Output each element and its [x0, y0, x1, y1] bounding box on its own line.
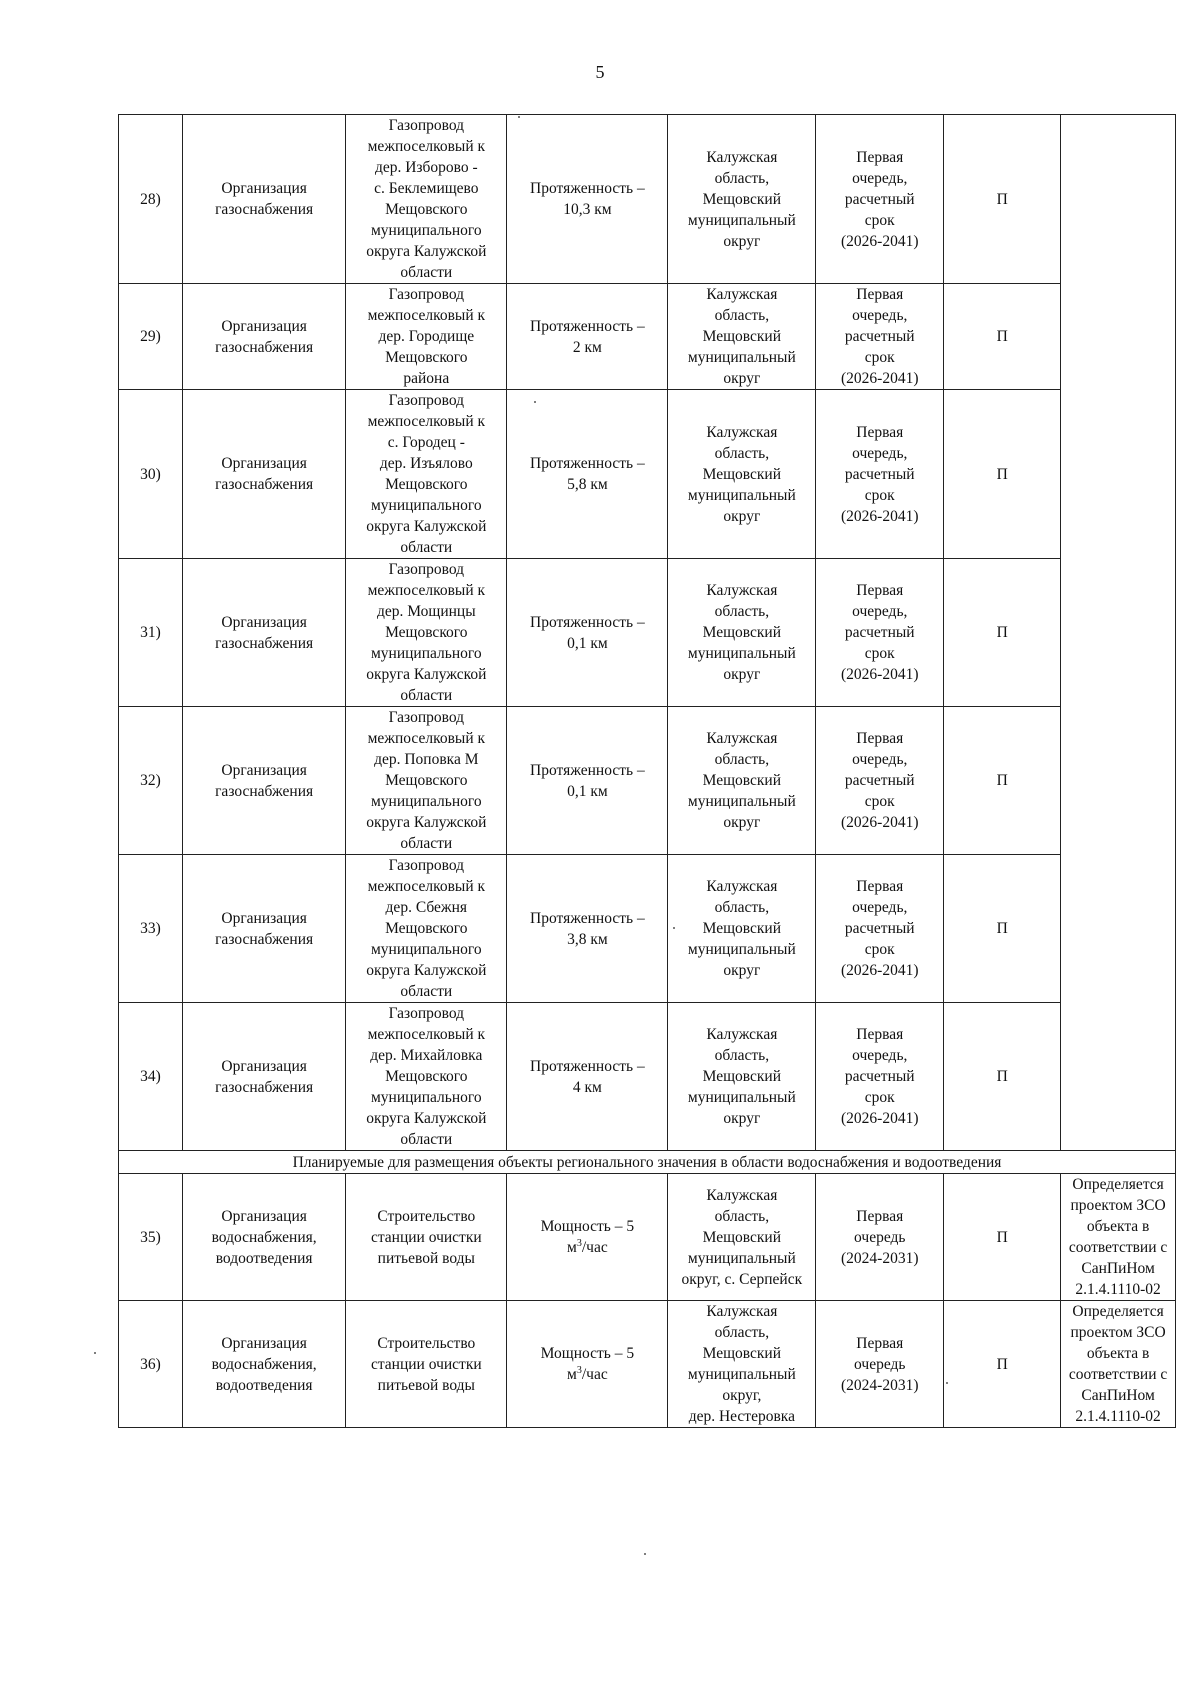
scan-speck	[518, 116, 520, 118]
location-cell-line: Мещовский	[702, 1345, 782, 1362]
location-cell-line: округ	[723, 232, 761, 250]
term-cell-line: очередь,	[852, 307, 908, 324]
location-cell-line: дер. Нестеровка	[688, 1408, 795, 1425]
object-cell-line: Мещовского	[385, 476, 468, 493]
term-cell	[816, 559, 944, 707]
characteristic-cell-line: Протяженность –	[530, 613, 645, 631]
object-cell	[346, 559, 507, 707]
page-number: 5	[595, 62, 605, 82]
object-cell-line: области	[400, 983, 453, 1000]
term-cell-line: срок	[864, 211, 895, 229]
table-row	[119, 707, 1176, 855]
object-cell-line: межпоселковый к	[367, 1026, 486, 1043]
water-section	[119, 1174, 1176, 1428]
row-number: 36)	[119, 1301, 183, 1428]
row-number: 33)	[119, 855, 183, 1003]
status-cell: П	[944, 1003, 1061, 1151]
term-cell	[816, 855, 944, 1003]
term-cell-line: (2024-2031)	[841, 1249, 919, 1267]
purpose-cell-line: водоснабжения,	[211, 1355, 317, 1373]
location-cell-line: Мещовский	[702, 1068, 782, 1085]
object-cell-line: муниципального	[370, 645, 482, 662]
location-cell-line: область,	[714, 1047, 770, 1064]
scan-speck	[94, 1352, 96, 1354]
object-cell-line: Строительство	[377, 1334, 476, 1352]
object-cell-line: дер. Михайловка	[370, 1047, 483, 1064]
term-cell-line: Первая	[856, 286, 904, 303]
object-cell-line: межпоселковый к	[367, 878, 486, 895]
location-cell-line: округ	[723, 370, 761, 387]
object-cell-line: муниципального	[370, 941, 482, 958]
row-number: 35)	[119, 1174, 183, 1301]
note-cell-line: СанПиНом	[1081, 1260, 1155, 1277]
purpose-cell-line: газоснабжения	[215, 634, 314, 652]
object-cell-line: Газопровод	[388, 286, 465, 303]
capacity-unit-base: м	[567, 1366, 577, 1383]
capacity-unit-rest: /час	[581, 1366, 608, 1383]
location-cell-line: область,	[714, 307, 770, 324]
location-cell-line: округ	[723, 1110, 761, 1127]
object-cell-line: области	[400, 264, 453, 281]
term-cell-line: Первая	[856, 1026, 904, 1043]
term-cell-line: (2026-2041)	[841, 962, 919, 979]
object-cell-line: Газопровод	[388, 117, 465, 134]
location-cell-line: округ	[723, 962, 761, 979]
term-cell-line: расчетный	[844, 1068, 915, 1085]
object-cell	[346, 1174, 507, 1301]
term-cell-line: очередь,	[852, 444, 908, 462]
object-cell-line: станции очистки	[370, 1355, 482, 1373]
term-cell-line: расчетный	[844, 772, 915, 789]
object-cell-line: с. Беклемищево	[374, 180, 479, 197]
term-cell-line: Первая	[856, 1334, 904, 1352]
term-cell	[816, 1301, 944, 1428]
row-number: 32)	[119, 707, 183, 855]
location-cell	[668, 115, 816, 284]
location-cell	[668, 1174, 816, 1301]
term-cell-line: (2026-2041)	[841, 370, 919, 387]
purpose-cell-line: Организация	[221, 613, 307, 631]
object-cell-line: муниципального	[370, 497, 482, 514]
purpose-cell	[182, 115, 345, 284]
term-cell-line: очередь,	[852, 603, 908, 620]
purpose-cell-line: Организация	[221, 761, 307, 779]
gas-section	[119, 115, 1176, 1151]
location-cell-line: Мещовский	[702, 624, 782, 641]
table-row	[119, 1301, 1176, 1428]
object-cell-line: муниципального	[370, 222, 482, 239]
location-cell-line: область,	[714, 899, 770, 916]
characteristic-cell-line: 2 км	[572, 338, 602, 356]
location-cell-line: Мещовский	[702, 1228, 782, 1246]
object-cell-line: округа Калужской	[366, 962, 487, 979]
capacity-cell	[507, 1301, 668, 1428]
row-number: 31)	[119, 559, 183, 707]
location-cell-line: Мещовский	[702, 920, 782, 937]
object-cell-line: межпоселковый к	[367, 413, 486, 430]
location-cell	[668, 855, 816, 1003]
term-cell-line: Первая	[856, 1207, 904, 1225]
purpose-cell-line: Организация	[221, 1334, 307, 1352]
location-cell-line: область,	[714, 1324, 770, 1341]
purpose-cell-line: Организация	[221, 317, 307, 335]
location-cell-line: Калужская	[706, 423, 778, 441]
object-cell-line: округа Калужской	[366, 243, 487, 260]
term-cell-line: очередь,	[852, 169, 908, 187]
purpose-cell-line: газоснабжения	[215, 476, 314, 493]
location-cell-line: область,	[714, 1207, 770, 1225]
object-cell	[346, 707, 507, 855]
term-cell-line: (2026-2041)	[841, 1110, 919, 1127]
location-cell	[668, 1301, 816, 1428]
term-cell-line: Первая	[856, 878, 904, 895]
table-row	[119, 559, 1176, 707]
purpose-cell	[182, 390, 345, 559]
location-cell-line: муниципальный	[687, 1366, 796, 1383]
object-cell-line: области	[400, 687, 453, 704]
characteristic-cell-line: Протяженность –	[530, 761, 645, 779]
term-cell-line: (2026-2041)	[841, 507, 919, 525]
note-cell-line: 2.1.4.1110-02	[1075, 1408, 1161, 1425]
term-cell-line: срок	[864, 645, 895, 662]
term-cell	[816, 115, 944, 284]
purpose-cell-line: водоотведения	[215, 1376, 313, 1394]
purpose-cell-line: Организация	[221, 1057, 307, 1075]
term-cell	[816, 707, 944, 855]
term-cell-line: очередь,	[852, 751, 908, 768]
term-cell-line: очередь	[854, 1228, 906, 1246]
location-cell-line: муниципальный	[687, 211, 796, 229]
object-cell-line: муниципального	[370, 1089, 482, 1106]
status-cell: П	[944, 390, 1061, 559]
term-cell	[816, 284, 944, 390]
object-cell-line: Мещовского	[385, 1068, 468, 1085]
object-cell-line: округа Калужской	[366, 1110, 487, 1127]
location-cell-line: Калужская	[706, 730, 778, 747]
object-cell-line: Газопровод	[388, 709, 465, 726]
purpose-cell	[182, 284, 345, 390]
object-cell-line: Строительство	[377, 1207, 476, 1225]
object-cell-line: округа Калужской	[366, 666, 487, 683]
table-row	[119, 855, 1176, 1003]
object-cell-line: области	[400, 1131, 453, 1148]
characteristic-cell-line: 4 км	[572, 1078, 602, 1096]
characteristic-cell	[507, 559, 668, 707]
section-heading: Планируемые для размещения объекты регионального значения в области водоснабжения и водоотведения	[119, 1151, 1176, 1174]
term-cell-line: расчетный	[844, 624, 915, 641]
status-cell: П	[944, 559, 1061, 707]
purpose-cell	[182, 1174, 345, 1301]
note-cell-line: соответствии с	[1068, 1239, 1168, 1256]
characteristic-cell-line: 5,8 км	[567, 476, 608, 493]
purpose-cell	[182, 707, 345, 855]
note-cell-line: Определяется	[1072, 1176, 1164, 1193]
object-cell-line: Газопровод	[388, 561, 465, 578]
object-cell-line: станции очистки	[370, 1228, 482, 1246]
location-cell-line: Калужская	[706, 1026, 778, 1043]
object-cell-line: области	[400, 835, 453, 852]
term-cell-line: (2026-2041)	[841, 666, 919, 683]
term-cell-line: срок	[864, 941, 895, 958]
object-cell-line: Газопровод	[388, 1005, 465, 1022]
term-cell-line: очередь,	[852, 899, 908, 916]
purpose-cell	[182, 1003, 345, 1151]
object-cell-line: округа Калужской	[366, 518, 487, 535]
object-cell-line: дер. Городище	[378, 328, 475, 345]
location-cell-line: область,	[714, 751, 770, 768]
purpose-cell-line: газоснабжения	[215, 782, 314, 800]
object-cell-line: дер. Сбежня	[385, 899, 468, 916]
location-cell	[668, 1003, 816, 1151]
capacity-unit-base: м	[567, 1239, 577, 1256]
note-cell-line: объекта в	[1086, 1218, 1150, 1235]
status-cell: П	[944, 1301, 1061, 1428]
characteristic-cell-line: Протяженность –	[530, 455, 645, 472]
row-number: 30)	[119, 390, 183, 559]
location-cell	[668, 559, 816, 707]
purpose-cell-line: газоснабжения	[215, 201, 314, 218]
purpose-cell-line: водоотведения	[215, 1249, 313, 1267]
table-row	[119, 284, 1176, 390]
object-cell-line: питьевой воды	[377, 1249, 475, 1267]
term-cell-line: очередь,	[852, 1047, 908, 1064]
location-cell-line: муниципальный	[687, 645, 796, 662]
object-cell-line: Газопровод	[388, 392, 465, 409]
location-cell-line: Калужская	[706, 286, 778, 303]
location-cell-line: область,	[714, 169, 770, 187]
row-number: 29)	[119, 284, 183, 390]
characteristic-cell	[507, 1003, 668, 1151]
characteristic-cell	[507, 284, 668, 390]
characteristic-cell-line: 3,8 км	[567, 930, 608, 948]
term-cell-line: расчетный	[844, 190, 915, 208]
purpose-cell-line: газоснабжения	[215, 338, 314, 356]
characteristic-cell-line: Протяженность –	[530, 180, 645, 197]
note-cell-line: проектом ЗСО	[1070, 1197, 1166, 1214]
water-section-heading	[119, 1151, 1176, 1174]
location-cell-line: Мещовский	[702, 190, 782, 208]
location-cell-line: округ	[723, 814, 761, 831]
term-cell-line: (2026-2041)	[841, 814, 919, 831]
term-cell-line: срок	[864, 486, 895, 504]
capacity-cell	[507, 1174, 668, 1301]
purpose-cell-line: Организация	[221, 180, 307, 197]
capacity-unit	[510, 1237, 664, 1258]
capacity-unit-exponent: 3	[576, 1364, 582, 1376]
purpose-cell	[182, 855, 345, 1003]
object-cell	[346, 1301, 507, 1428]
location-cell-line: муниципальный	[687, 1249, 796, 1267]
object-cell-line: района	[403, 370, 450, 387]
object-cell	[346, 855, 507, 1003]
note-cell	[1061, 1174, 1176, 1301]
note-cell-empty	[1061, 115, 1176, 1151]
characteristic-cell	[507, 115, 668, 284]
note-cell-line: объекта в	[1086, 1345, 1150, 1362]
purpose-cell-line: Организация	[221, 1207, 307, 1225]
status-cell: П	[944, 855, 1061, 1003]
scan-speck	[946, 1382, 948, 1384]
term-cell-line: Первая	[856, 582, 904, 599]
term-cell-line: срок	[864, 1089, 895, 1106]
purpose-cell	[182, 559, 345, 707]
object-cell-line: дер. Мощинцы	[376, 603, 476, 620]
characteristic-cell-line: 0,1 км	[567, 634, 608, 652]
term-cell	[816, 1003, 944, 1151]
object-cell-line: Мещовского	[385, 624, 468, 641]
capacity-value: Мощность – 5	[540, 1345, 635, 1362]
row-number: 34)	[119, 1003, 183, 1151]
capacity-value: Мощность – 5	[540, 1218, 635, 1235]
object-cell-line: дер. Изъялово	[379, 455, 473, 472]
status-cell: П	[944, 115, 1061, 284]
term-cell	[816, 1174, 944, 1301]
term-cell-line: срок	[864, 793, 895, 810]
term-cell-line: (2024-2031)	[841, 1376, 919, 1394]
purpose-cell-line: газоснабжения	[215, 1078, 314, 1096]
object-cell-line: Мещовского	[385, 920, 468, 937]
purpose-cell	[182, 1301, 345, 1428]
term-cell-line: Первая	[856, 423, 904, 441]
purpose-cell-line: Организация	[221, 455, 307, 472]
purpose-cell-line: Организация	[221, 909, 307, 927]
table-row	[119, 1174, 1176, 1301]
term-cell-line: расчетный	[844, 920, 915, 937]
characteristic-cell	[507, 390, 668, 559]
status-cell: П	[944, 707, 1061, 855]
note-cell-line: проектом ЗСО	[1070, 1324, 1166, 1341]
location-cell-line: муниципальный	[687, 349, 796, 366]
note-cell-line: 2.1.4.1110-02	[1075, 1281, 1161, 1298]
location-cell-line: муниципальный	[687, 1089, 796, 1106]
term-cell-line: расчетный	[844, 328, 915, 345]
object-cell-line: области	[400, 539, 453, 556]
status-cell: П	[944, 284, 1061, 390]
characteristic-cell-line: Протяженность –	[530, 317, 645, 335]
object-cell-line: питьевой воды	[377, 1376, 475, 1394]
object-cell-line: межпоселковый к	[367, 730, 486, 747]
table-row	[119, 390, 1176, 559]
note-cell-line: Определяется	[1072, 1303, 1164, 1320]
location-cell-line: Калужская	[706, 1303, 778, 1320]
location-cell-line: Мещовский	[702, 328, 782, 345]
characteristic-cell	[507, 707, 668, 855]
object-cell-line: межпоселковый к	[367, 582, 486, 599]
table-row	[119, 115, 1176, 284]
scan-speck	[644, 1553, 646, 1555]
note-cell-line: соответствии с	[1068, 1366, 1168, 1383]
characteristic-cell	[507, 855, 668, 1003]
status-cell: П	[944, 1174, 1061, 1301]
capacity-unit	[510, 1364, 664, 1385]
objects-table	[118, 114, 1176, 1428]
location-cell	[668, 707, 816, 855]
location-cell-line: муниципальный	[687, 793, 796, 810]
term-cell-line: Первая	[856, 730, 904, 747]
scan-speck	[673, 927, 675, 929]
object-cell-line: муниципального	[370, 793, 482, 810]
location-cell-line: муниципальный	[687, 941, 796, 958]
object-cell-line: Мещовского	[385, 201, 468, 218]
table-row	[119, 1003, 1176, 1151]
purpose-cell-line: газоснабжения	[215, 930, 314, 948]
object-cell	[346, 1003, 507, 1151]
characteristic-cell-line: 10,3 км	[563, 201, 612, 218]
location-cell-line: округ,	[722, 1387, 762, 1404]
object-cell	[346, 115, 507, 284]
location-cell-line: Калужская	[706, 878, 778, 895]
object-cell-line: межпоселковый к	[367, 138, 486, 155]
location-cell	[668, 390, 816, 559]
term-cell-line: расчетный	[844, 465, 915, 483]
object-cell-line: Мещовского	[385, 772, 468, 789]
location-cell-line: Мещовский	[702, 772, 782, 789]
location-cell-line: область,	[714, 603, 770, 620]
capacity-unit-exponent: 3	[576, 1237, 582, 1249]
location-cell-line: округ	[723, 666, 761, 683]
location-cell-line: Калужская	[706, 582, 778, 599]
object-cell-line: округа Калужской	[366, 814, 487, 831]
location-cell-line: область,	[714, 444, 770, 462]
term-cell-line: срок	[864, 349, 895, 366]
purpose-cell-line: водоснабжения,	[211, 1228, 317, 1246]
capacity-unit-rest: /час	[581, 1239, 608, 1256]
term-cell-line: очередь	[854, 1355, 906, 1373]
object-cell	[346, 284, 507, 390]
characteristic-cell-line: Протяженность –	[530, 909, 645, 927]
note-cell-line: СанПиНом	[1081, 1387, 1155, 1404]
location-cell-line: муниципальный	[687, 486, 796, 504]
characteristic-cell-line: 0,1 км	[567, 782, 608, 800]
object-cell-line: Мещовского	[385, 349, 468, 366]
location-cell-line: Мещовский	[702, 465, 782, 483]
object-cell-line: межпоселковый к	[367, 307, 486, 324]
row-number: 28)	[119, 115, 183, 284]
note-cell	[1061, 1301, 1176, 1428]
term-cell-line: (2026-2041)	[841, 232, 919, 250]
object-cell-line: с. Городец -	[387, 434, 465, 451]
object-cell	[346, 390, 507, 559]
object-cell-line: дер. Изборово -	[374, 159, 478, 176]
location-cell-line: Калужская	[706, 1186, 778, 1204]
location-cell	[668, 284, 816, 390]
characteristic-cell-line: Протяженность –	[530, 1057, 645, 1075]
location-cell-line: округ	[723, 507, 761, 525]
term-cell	[816, 390, 944, 559]
location-cell-line: округ, с. Серпейск	[681, 1270, 803, 1288]
scan-speck	[534, 401, 536, 403]
term-cell-line: Первая	[856, 148, 904, 166]
location-cell-line: Калужская	[706, 148, 778, 166]
object-cell-line: дер. Поповка М	[374, 751, 479, 768]
object-cell-line: Газопровод	[388, 857, 465, 874]
